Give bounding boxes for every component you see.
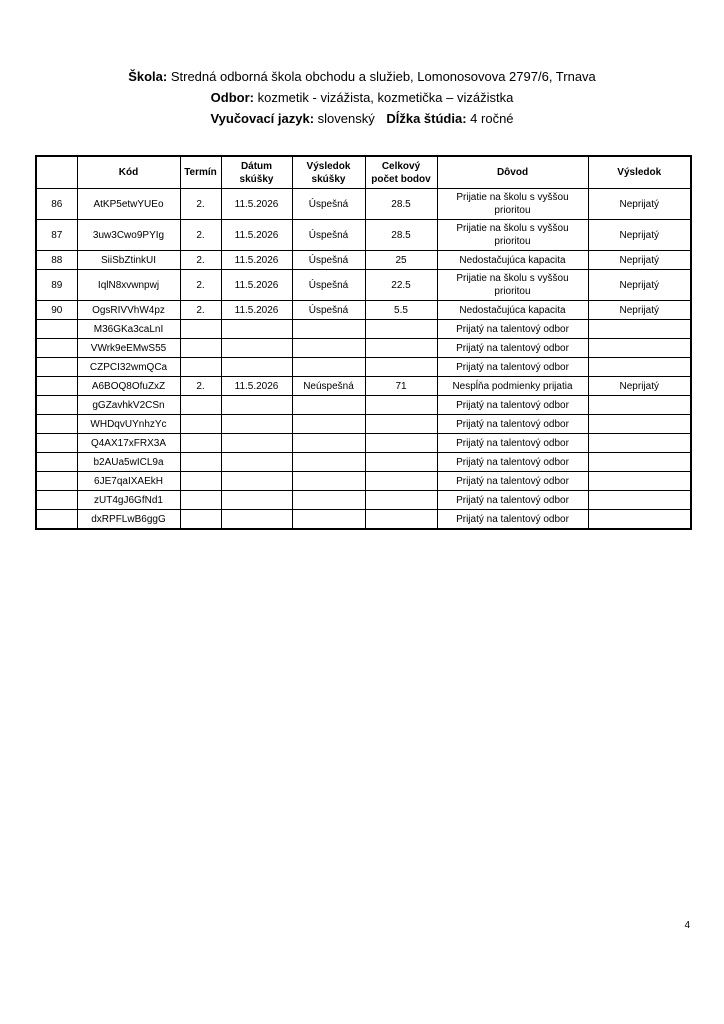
column-header-total-points: Celkový počet bodov: [365, 156, 437, 189]
result-cell: [588, 339, 691, 358]
row-number-cell: [36, 434, 77, 453]
code-cell: M36GKa3caLnI: [77, 320, 180, 339]
result-cell: Neprijatý: [588, 220, 691, 251]
result-cell: [588, 320, 691, 339]
exam-result-cell: Úspešná: [292, 189, 365, 220]
exam-date-cell: [221, 472, 292, 491]
term-cell: [180, 434, 221, 453]
row-number-cell: [36, 358, 77, 377]
result-cell: Neprijatý: [588, 301, 691, 320]
exam-result-cell: Neúspešná: [292, 377, 365, 396]
row-number-cell: [36, 339, 77, 358]
exam-date-cell: [221, 434, 292, 453]
row-number-cell: [36, 396, 77, 415]
school-line: [0, 66, 724, 87]
reason-cell: Prijatý na talentový odbor: [437, 415, 588, 434]
reason-cell: Prijatý na talentový odbor: [437, 396, 588, 415]
term-cell: [180, 339, 221, 358]
reason-cell: Prijatý na talentový odbor: [437, 472, 588, 491]
row-number-cell: 90: [36, 301, 77, 320]
exam-date-cell: 11.5.2026: [221, 301, 292, 320]
column-header-exam-result: Výsledok skúšky: [292, 156, 365, 189]
term-cell: 2.: [180, 301, 221, 320]
table-row: [36, 339, 691, 358]
code-cell: gGZavhkV2CSn: [77, 396, 180, 415]
code-cell: OgsRIVVhW4pz: [77, 301, 180, 320]
document-header: [0, 66, 724, 129]
table-row: [36, 491, 691, 510]
code-cell: WHDqvUYnhzYc: [77, 415, 180, 434]
term-cell: [180, 472, 221, 491]
points-cell: [365, 453, 437, 472]
exam-date-cell: [221, 339, 292, 358]
result-cell: [588, 510, 691, 530]
exam-result-cell: [292, 491, 365, 510]
points-cell: [365, 396, 437, 415]
term-cell: 2.: [180, 251, 221, 270]
table-row: [36, 415, 691, 434]
code-cell: b2AUa5wICL9a: [77, 453, 180, 472]
row-number-cell: [36, 491, 77, 510]
code-cell: zUT4gJ6GfNd1: [77, 491, 180, 510]
column-header-exam-date: Dátum skúšky: [221, 156, 292, 189]
table-body: [36, 189, 691, 530]
reason-cell: Nedostačujúca kapacita: [437, 251, 588, 270]
result-cell: Neprijatý: [588, 189, 691, 220]
points-cell: 22.5: [365, 270, 437, 301]
reason-cell: Prijatý na talentový odbor: [437, 453, 588, 472]
reason-cell: Prijatý na talentový odbor: [437, 491, 588, 510]
exam-date-cell: [221, 491, 292, 510]
term-cell: 2.: [180, 270, 221, 301]
points-cell: [365, 320, 437, 339]
reason-cell: Prijatie na školu s vyššou prioritou: [437, 220, 588, 251]
code-cell: CZPCI32wmQCa: [77, 358, 180, 377]
table-row: [36, 251, 691, 270]
points-cell: [365, 491, 437, 510]
points-cell: 5.5: [365, 301, 437, 320]
exam-date-cell: 11.5.2026: [221, 377, 292, 396]
term-cell: [180, 396, 221, 415]
result-cell: [588, 472, 691, 491]
points-cell: [365, 434, 437, 453]
exam-result-cell: [292, 453, 365, 472]
reason-cell: Nedostačujúca kapacita: [437, 301, 588, 320]
table-row: [36, 396, 691, 415]
code-cell: A6BOQ8OfuZxZ: [77, 377, 180, 396]
term-cell: 2.: [180, 377, 221, 396]
code-cell: AtKP5etwYUEo: [77, 189, 180, 220]
table-row: [36, 320, 691, 339]
column-header-term: Termín: [180, 156, 221, 189]
exam-date-cell: [221, 453, 292, 472]
term-cell: 2.: [180, 189, 221, 220]
code-cell: SiiSbZtinkUI: [77, 251, 180, 270]
exam-date-cell: 11.5.2026: [221, 270, 292, 301]
result-cell: Neprijatý: [588, 377, 691, 396]
code-cell: dxRPFLwB6ggG: [77, 510, 180, 530]
term-cell: 2.: [180, 220, 221, 251]
column-header-result: Výsledok: [588, 156, 691, 189]
exam-result-cell: [292, 396, 365, 415]
exam-date-cell: [221, 320, 292, 339]
points-cell: [365, 339, 437, 358]
term-cell: [180, 510, 221, 530]
exam-result-cell: [292, 339, 365, 358]
row-number-cell: [36, 453, 77, 472]
reason-cell: Nespĺňa podmienky prijatia: [437, 377, 588, 396]
exam-date-cell: 11.5.2026: [221, 251, 292, 270]
exam-date-cell: [221, 396, 292, 415]
table-row: [36, 434, 691, 453]
points-cell: 71: [365, 377, 437, 396]
table-header-row: [36, 156, 691, 189]
reason-cell: Prijatý na talentový odbor: [437, 320, 588, 339]
exam-result-cell: [292, 510, 365, 530]
field-line: [0, 87, 724, 108]
term-cell: [180, 358, 221, 377]
table-row: [36, 453, 691, 472]
term-cell: [180, 415, 221, 434]
term-cell: [180, 320, 221, 339]
row-number-cell: [36, 472, 77, 491]
school-value: Stredná odborná škola obchodu a služieb, Lomonosovova 2797/6, Trnava: [170, 69, 596, 84]
row-number-cell: 86: [36, 189, 77, 220]
reason-cell: Prijatý na talentový odbor: [437, 358, 588, 377]
points-cell: [365, 472, 437, 491]
table-row: [36, 358, 691, 377]
reason-cell: Prijatý na talentový odbor: [437, 510, 588, 530]
points-cell: [365, 510, 437, 530]
results-table: [35, 155, 692, 530]
row-number-cell: [36, 377, 77, 396]
exam-result-cell: [292, 472, 365, 491]
code-cell: 6JE7qaIXAEkH: [77, 472, 180, 491]
result-cell: [588, 358, 691, 377]
exam-result-cell: Úspešná: [292, 251, 365, 270]
exam-result-cell: Úspešná: [292, 220, 365, 251]
points-cell: 28.5: [365, 220, 437, 251]
table-row: [36, 301, 691, 320]
row-number-cell: 88: [36, 251, 77, 270]
row-number-cell: [36, 510, 77, 530]
reason-cell: Prijatie na školu s vyššou prioritou: [437, 189, 588, 220]
exam-result-cell: [292, 358, 365, 377]
field-label: Odbor:: [210, 90, 254, 105]
exam-date-cell: 11.5.2026: [221, 189, 292, 220]
reason-cell: Prijatý na talentový odbor: [437, 339, 588, 358]
code-cell: 3uw3Cwo9PYIg: [77, 220, 180, 251]
column-header-reason: Dôvod: [437, 156, 588, 189]
exam-result-cell: [292, 415, 365, 434]
points-cell: 28.5: [365, 189, 437, 220]
page-number: 4: [684, 920, 690, 931]
points-cell: [365, 358, 437, 377]
code-cell: VWrk9eEMwS55: [77, 339, 180, 358]
table-row: [36, 270, 691, 301]
exam-date-cell: [221, 510, 292, 530]
length-label: Dĺžka štúdia:: [386, 111, 467, 126]
exam-date-cell: [221, 415, 292, 434]
table-row: [36, 220, 691, 251]
table-row: [36, 377, 691, 396]
code-cell: Q4AX17xFRX3A: [77, 434, 180, 453]
field-value: kozmetik - vizážista, kozmetička – vizážistka: [257, 90, 514, 105]
term-cell: [180, 491, 221, 510]
reason-cell: Prijatie na školu s vyššou prioritou: [437, 270, 588, 301]
points-cell: 25: [365, 251, 437, 270]
row-number-cell: 87: [36, 220, 77, 251]
column-header-code: Kód: [77, 156, 180, 189]
language-length-line: [0, 108, 724, 129]
reason-cell: Prijatý na talentový odbor: [437, 434, 588, 453]
length-value: 4 ročné: [470, 111, 514, 126]
code-cell: IqlN8xvwnpwj: [77, 270, 180, 301]
result-cell: Neprijatý: [588, 251, 691, 270]
points-cell: [365, 415, 437, 434]
exam-result-cell: Úspešná: [292, 301, 365, 320]
result-cell: [588, 434, 691, 453]
language-value: slovenský: [317, 111, 375, 126]
table-row: [36, 472, 691, 491]
row-number-cell: [36, 320, 77, 339]
term-cell: [180, 453, 221, 472]
table-row: [36, 510, 691, 530]
result-cell: Neprijatý: [588, 270, 691, 301]
language-label: Vyučovací jazyk:: [210, 111, 315, 126]
row-number-cell: [36, 415, 77, 434]
result-cell: [588, 396, 691, 415]
table-row: [36, 189, 691, 220]
exam-result-cell: [292, 434, 365, 453]
exam-date-cell: [221, 358, 292, 377]
column-header-number: [36, 156, 77, 189]
result-cell: [588, 491, 691, 510]
row-number-cell: 89: [36, 270, 77, 301]
exam-date-cell: 11.5.2026: [221, 220, 292, 251]
exam-result-cell: Úspešná: [292, 270, 365, 301]
result-cell: [588, 453, 691, 472]
school-label: Škola:: [128, 69, 168, 84]
result-cell: [588, 415, 691, 434]
exam-result-cell: [292, 320, 365, 339]
